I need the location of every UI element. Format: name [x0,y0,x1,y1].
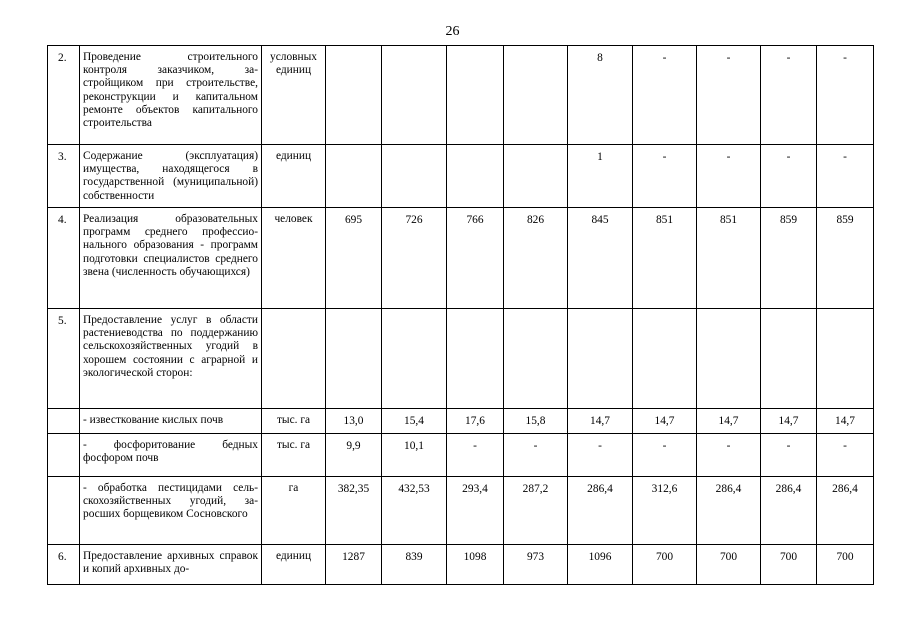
value-cell: 14,7 [568,409,633,434]
service-name: - известкование кислых почв [80,409,262,434]
value-cell: 700 [697,545,761,585]
value-cell [761,309,817,409]
service-name: - обработка пестицидами сельскохозяйственных угодий, заросших борщевиком Сосновского [80,477,262,545]
value-cell: 695 [326,208,382,309]
unit-cell: условных единиц [262,46,326,145]
value-cell: 726 [382,208,447,309]
value-cell: 839 [382,545,447,585]
row-number: 6. [48,545,80,585]
value-cell: - [633,46,697,145]
value-cell: 17,6 [447,409,504,434]
value-cell [504,309,568,409]
value-cell: 1096 [568,545,633,585]
value-cell: - [817,434,874,477]
service-name: Предоставление архивных справок и копий архивных до- [80,545,262,585]
service-name: Предоставление услуг в области растениеводства по поддержанию сельскохозяйственных угодий в хорошем состоянии с аграрной и экологической сторон: [80,309,262,409]
value-cell: 700 [817,545,874,585]
value-cell: - [447,434,504,477]
value-cell [326,309,382,409]
value-cell: 851 [697,208,761,309]
value-cell [382,309,447,409]
value-cell [697,309,761,409]
value-cell: 845 [568,208,633,309]
value-cell: - [697,46,761,145]
value-cell: 700 [761,545,817,585]
row-number [48,434,80,477]
value-cell: 382,35 [326,477,382,545]
value-cell: - [817,46,874,145]
value-cell: 859 [817,208,874,309]
service-name: Реализация образовательных программ среднего профессионального образования - программ подготовки специалистов среднего звена (численность обучающихся) [80,208,262,309]
value-cell: 15,4 [382,409,447,434]
row-number: 4. [48,208,80,309]
value-cell: 286,4 [761,477,817,545]
service-name: Содержание (эксплуатация) имущества, находящегося в государственной (муниципальной) собственности [80,145,262,208]
table-body [48,46,874,585]
value-cell [817,309,874,409]
value-cell: 10,1 [382,434,447,477]
table-row [48,434,874,477]
value-cell [447,309,504,409]
table-row [48,145,874,208]
value-cell [504,145,568,208]
value-cell [382,46,447,145]
value-cell: 13,0 [326,409,382,434]
row-number [48,477,80,545]
service-name: - фосфоритование бедных фосфором почв [80,434,262,477]
value-cell: 14,7 [817,409,874,434]
value-cell: - [697,145,761,208]
table-row [48,208,874,309]
value-cell: 973 [504,545,568,585]
value-cell: - [817,145,874,208]
value-cell: 287,2 [504,477,568,545]
service-name: Проведение строительного контроля заказчиком, застройщиком при строительстве, реконструкции и капитальном ремонте объектов капитального строительства [80,46,262,145]
value-cell: 286,4 [568,477,633,545]
page-number: 26 [445,24,460,39]
value-cell: 700 [633,545,697,585]
unit-cell: тыс. га [262,434,326,477]
value-cell: - [761,46,817,145]
value-cell: 432,53 [382,477,447,545]
table-row [48,309,874,409]
value-cell: 15,8 [504,409,568,434]
value-cell: 312,6 [633,477,697,545]
table-row [48,545,874,585]
value-cell: - [504,434,568,477]
unit-cell: га [262,477,326,545]
value-cell: - [633,145,697,208]
value-cell: - [761,434,817,477]
value-cell [326,145,382,208]
value-cell [326,46,382,145]
row-number: 2. [48,46,80,145]
unit-cell: человек [262,208,326,309]
value-cell: 293,4 [447,477,504,545]
value-cell: 286,4 [697,477,761,545]
value-cell [447,46,504,145]
value-cell: 286,4 [817,477,874,545]
row-number: 5. [48,309,80,409]
value-cell: - [633,434,697,477]
value-cell: - [761,145,817,208]
value-cell: 14,7 [697,409,761,434]
table-row [48,46,874,145]
row-number: 3. [48,145,80,208]
unit-cell: единиц [262,545,326,585]
value-cell: 9,9 [326,434,382,477]
value-cell: 14,7 [633,409,697,434]
table-row [48,477,874,545]
unit-cell [262,309,326,409]
table-row [48,409,874,434]
value-cell: 1287 [326,545,382,585]
value-cell [568,309,633,409]
value-cell [504,46,568,145]
value-cell [633,309,697,409]
row-number [48,409,80,434]
value-cell: 766 [447,208,504,309]
unit-cell: тыс. га [262,409,326,434]
value-cell: - [697,434,761,477]
value-cell [447,145,504,208]
value-cell: 826 [504,208,568,309]
value-cell: 1098 [447,545,504,585]
value-cell: 851 [633,208,697,309]
value-cell: 1 [568,145,633,208]
unit-cell: единиц [262,145,326,208]
value-cell [382,145,447,208]
value-cell: 8 [568,46,633,145]
value-cell: - [568,434,633,477]
value-cell: 859 [761,208,817,309]
services-table [47,45,874,585]
value-cell: 14,7 [761,409,817,434]
